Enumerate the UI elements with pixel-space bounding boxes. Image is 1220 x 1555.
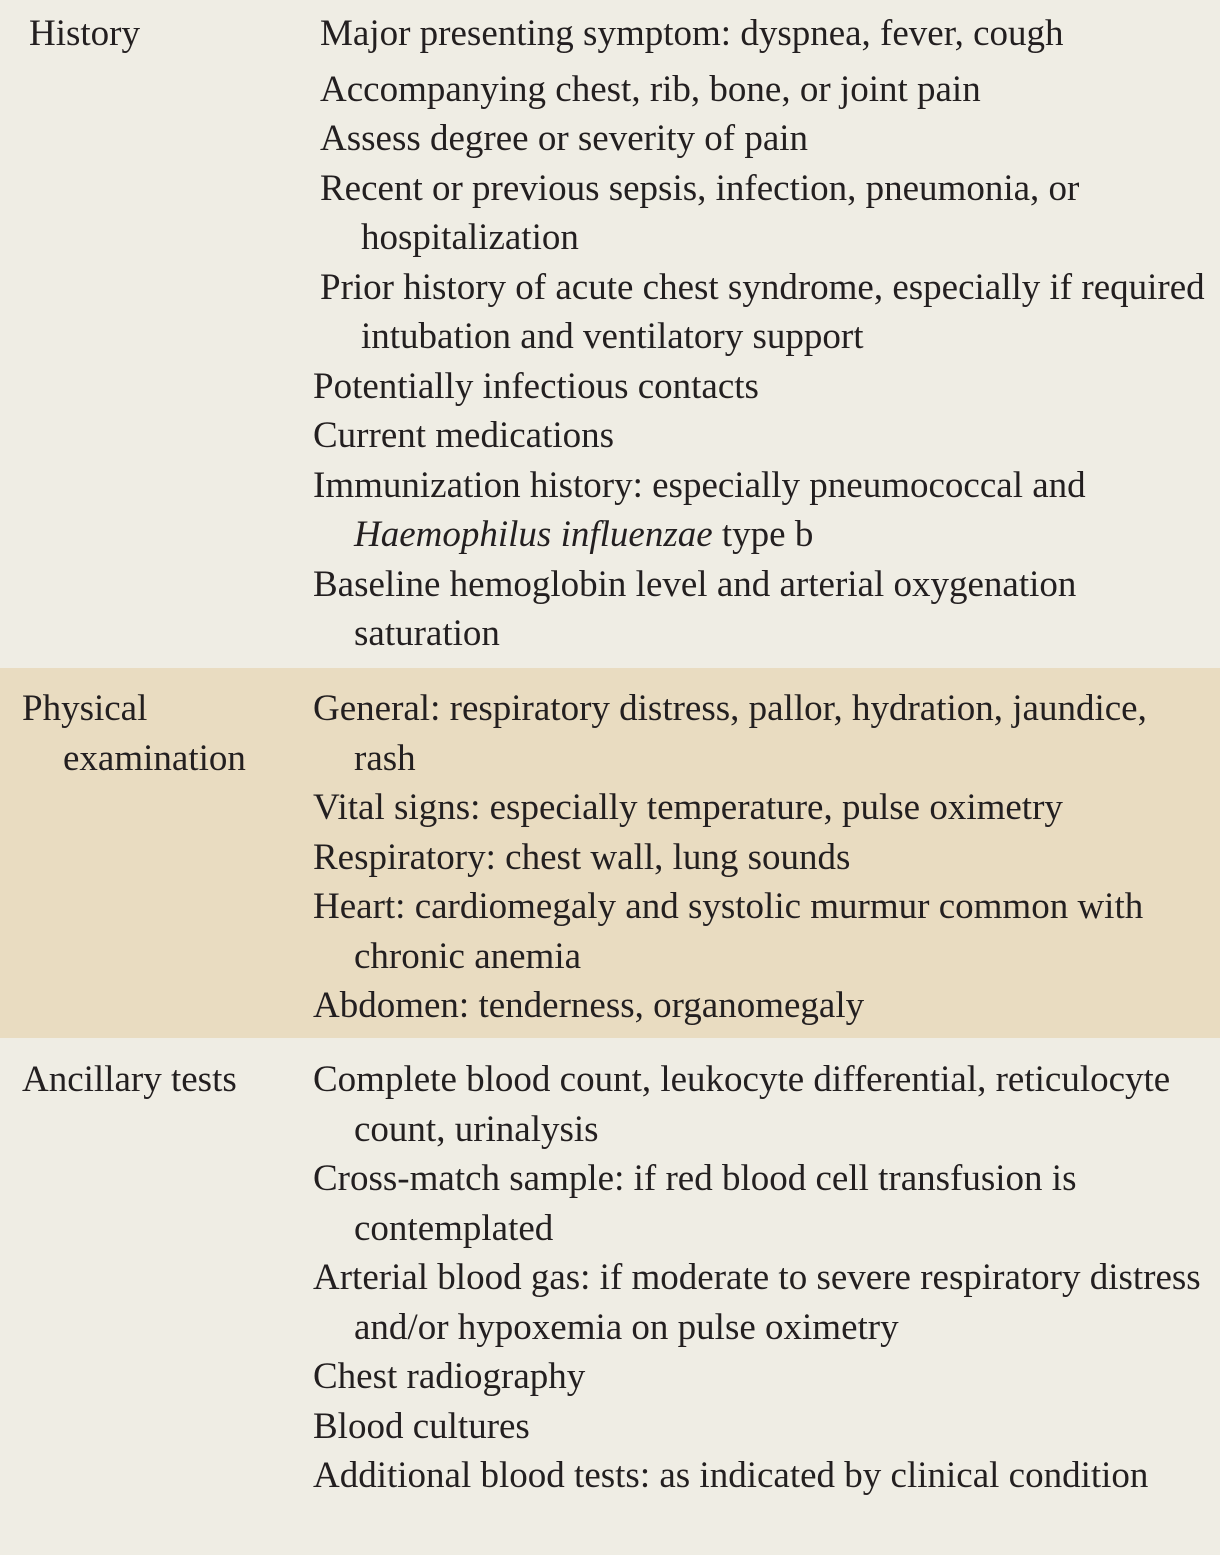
history-item: Potentially infectious contacts [313, 365, 759, 407]
immunization-suffix: type b [712, 514, 814, 555]
ancillary-tests-section [0, 1040, 1220, 1555]
history-item: Accompanying chest, rib, bone, or joint pain [320, 68, 981, 110]
test-item: Additional blood tests: as indicated by clinical condition [313, 1455, 1149, 1496]
immunization-prefix: Immunization history: especially pneumococcal and [313, 464, 1086, 506]
exam-item: General: respiratory distress, pallor, hydration, jaundice, rash [313, 688, 1147, 779]
test-item: Arterial blood gas: if moderate to severe respiratory distress and/or hypoxemia on pulse oximetry [313, 1257, 1201, 1348]
history-item: Recent or previous sepsis, infection, pneumonia, or hospitalization [320, 167, 1080, 258]
exam-item: Respiratory: chest wall, lung sounds [313, 836, 851, 878]
physical-examination-label [22, 684, 302, 783]
history-label: History [29, 13, 140, 54]
history-section [0, 0, 1220, 666]
history-items [313, 9, 1208, 659]
test-item: Chest radiography [313, 1356, 586, 1397]
exam-item: Heart: cardiomegaly and systolic murmur common with chronic anemia [313, 886, 1144, 977]
physical-examination-section [0, 668, 1220, 1038]
history-item: Current medications [313, 415, 615, 456]
history-item: Assess degree or severity of pain [320, 118, 809, 159]
exam-item: Abdomen: tenderness, organomegaly [313, 985, 865, 1026]
history-item: Major presenting symptom: dyspnea, fever, cough [320, 13, 1064, 54]
history-item: Baseline hemoglobin level and arterial oxygenation saturation [313, 563, 1077, 654]
immunization-organism: Haemophilus influenzae [354, 514, 713, 555]
exam-item: Vital signs: especially temperature, pulse oximetry [313, 787, 1063, 828]
physical-examination-label-line2: examination [63, 737, 246, 779]
test-item: Blood cultures [313, 1405, 530, 1447]
physical-examination-label-line1: Physical [22, 688, 148, 729]
physical-examination-items [313, 684, 1208, 1031]
history-item: Prior history of acute chest syndrome, especially if required intubation and ventilatory support [320, 266, 1205, 357]
test-item: Cross-match sample: if red blood cell transfusion is contemplated [313, 1158, 1077, 1249]
ancillary-tests-label: Ancillary tests [22, 1059, 237, 1100]
ancillary-tests-items [313, 1055, 1208, 1501]
history-item-immunization [313, 461, 1208, 560]
test-item: Complete blood count, leukocyte differential, reticulocyte count, urinalysis [313, 1059, 1171, 1150]
